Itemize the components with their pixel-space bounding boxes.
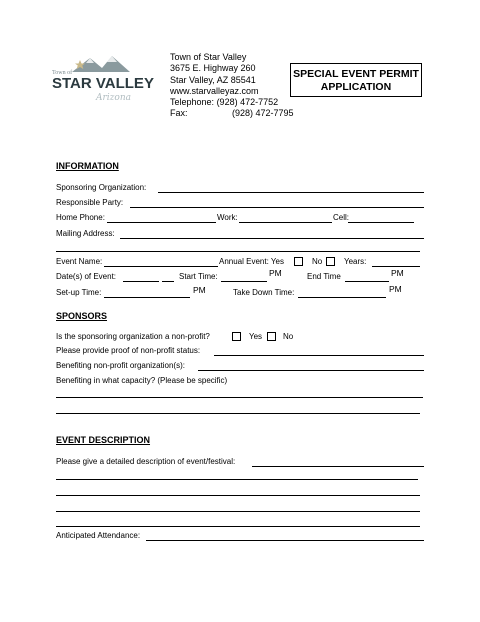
responsible-party-field[interactable] bbox=[130, 207, 424, 208]
address-line: 3675 E. Highway 260 bbox=[170, 63, 256, 74]
fax-value: (928) 472-7795 bbox=[232, 108, 294, 119]
benefiting-org-label: Benefiting non-profit organization(s): bbox=[56, 361, 185, 370]
start-time-label: Start Time: bbox=[179, 272, 218, 281]
event-dates-label: Date(s) of Event: bbox=[56, 272, 117, 281]
event-description-field-line2[interactable] bbox=[56, 479, 418, 480]
sponsoring-org-label: Sponsoring Organization: bbox=[56, 183, 147, 192]
event-dates-field-extension[interactable] bbox=[162, 281, 174, 282]
work-phone-label: Work: bbox=[217, 213, 238, 222]
home-phone-field[interactable] bbox=[107, 222, 216, 223]
fax-label: Fax: bbox=[170, 108, 188, 119]
sponsoring-org-field[interactable] bbox=[158, 192, 190, 193]
nonprofit-question: Is the sponsoring organization a non-profit? bbox=[56, 332, 210, 341]
years-field[interactable] bbox=[372, 266, 420, 267]
event-description-field-line5[interactable] bbox=[56, 526, 420, 527]
annual-event-no-checkbox[interactable] bbox=[326, 257, 335, 266]
svg-text:Town of: Town of bbox=[52, 70, 73, 76]
responsible-party-label: Responsible Party: bbox=[56, 198, 124, 207]
nonprofit-yes-label: Yes bbox=[249, 332, 263, 341]
setup-time-field[interactable] bbox=[104, 297, 190, 298]
end-time-pm: PM bbox=[391, 268, 404, 278]
end-time-field[interactable] bbox=[345, 281, 389, 282]
address-line: Star Valley, AZ 85541 bbox=[170, 74, 256, 85]
benefiting-org-field[interactable] bbox=[198, 370, 424, 371]
event-name-field[interactable] bbox=[104, 266, 218, 267]
end-time-label: End Time bbox=[307, 272, 341, 281]
logo-mountains-icon bbox=[50, 50, 160, 106]
nonprofit-proof-label: Please provide proof of non-profit status: bbox=[56, 346, 201, 355]
information-heading: INFORMATION bbox=[56, 161, 119, 171]
sponsors-heading: SPONSORS bbox=[56, 311, 108, 321]
event-description-heading: EVENT DESCRIPTION bbox=[56, 435, 151, 445]
event-description-field-line3[interactable] bbox=[56, 495, 420, 496]
event-description-field[interactable] bbox=[252, 466, 424, 467]
sponsoring-org-field-extension[interactable] bbox=[190, 192, 424, 193]
website-link[interactable]: www.starvalleyaz.com bbox=[170, 85, 259, 96]
town-address bbox=[170, 52, 294, 120]
telephone-label: Telephone: bbox=[170, 97, 215, 108]
svg-text:Arizona: Arizona bbox=[96, 93, 132, 103]
work-phone-field[interactable] bbox=[239, 222, 332, 223]
take-down-time-field[interactable] bbox=[298, 297, 386, 298]
mailing-address-field-line2[interactable] bbox=[56, 251, 420, 252]
annual-event-yes-checkbox[interactable] bbox=[294, 257, 303, 266]
cell-phone-field[interactable] bbox=[348, 222, 414, 223]
form-title-line1: SPECIAL EVENT PERMIT bbox=[293, 68, 419, 80]
setup-time-pm: PM bbox=[193, 285, 206, 295]
nonprofit-yes-checkbox[interactable] bbox=[232, 332, 241, 341]
take-down-time-label: Take Down Time: bbox=[233, 288, 295, 297]
take-down-time-pm: PM bbox=[389, 284, 402, 294]
form-title bbox=[290, 63, 422, 97]
benefiting-capacity-field-line2[interactable] bbox=[56, 413, 420, 414]
nonprofit-no-checkbox[interactable] bbox=[267, 332, 276, 341]
event-description-field-line4[interactable] bbox=[56, 511, 420, 512]
town-logo bbox=[50, 50, 160, 106]
event-dates-field[interactable] bbox=[123, 281, 159, 282]
mailing-address-field[interactable] bbox=[120, 238, 424, 239]
form-title-line2: APPLICATION bbox=[320, 81, 392, 93]
start-time-pm: PM bbox=[269, 268, 282, 278]
setup-time-label: Set-up Time: bbox=[56, 288, 102, 297]
telephone-value: (928) 472-7752 bbox=[216, 97, 279, 108]
nonprofit-proof-field[interactable] bbox=[214, 355, 424, 356]
start-time-field[interactable] bbox=[221, 281, 267, 282]
telephone-line bbox=[170, 97, 294, 108]
fax-line bbox=[170, 108, 294, 119]
svg-text:STAR VALLEY: STAR VALLEY bbox=[52, 75, 154, 92]
attendance-label: Anticipated Attendance: bbox=[56, 531, 141, 540]
event-description-label: Please give a detailed description of event/festival: bbox=[56, 457, 236, 466]
address-line: Town of Star Valley bbox=[170, 52, 247, 62]
annual-event-label: Annual Event: Yes bbox=[219, 257, 284, 266]
benefiting-capacity-field-line1[interactable] bbox=[56, 397, 423, 398]
nonprofit-no-label: No bbox=[283, 332, 294, 341]
home-phone-label: Home Phone: bbox=[56, 213, 105, 222]
attendance-field[interactable] bbox=[146, 540, 424, 541]
cell-phone-label: Cell: bbox=[333, 213, 350, 222]
benefiting-capacity-label: Benefiting in what capacity? (Please be specific) bbox=[56, 376, 228, 385]
annual-event-no-label: No bbox=[312, 257, 323, 266]
mailing-address-label: Mailing Address: bbox=[56, 229, 115, 238]
event-name-label: Event Name: bbox=[56, 257, 103, 266]
years-label: Years: bbox=[344, 257, 367, 266]
